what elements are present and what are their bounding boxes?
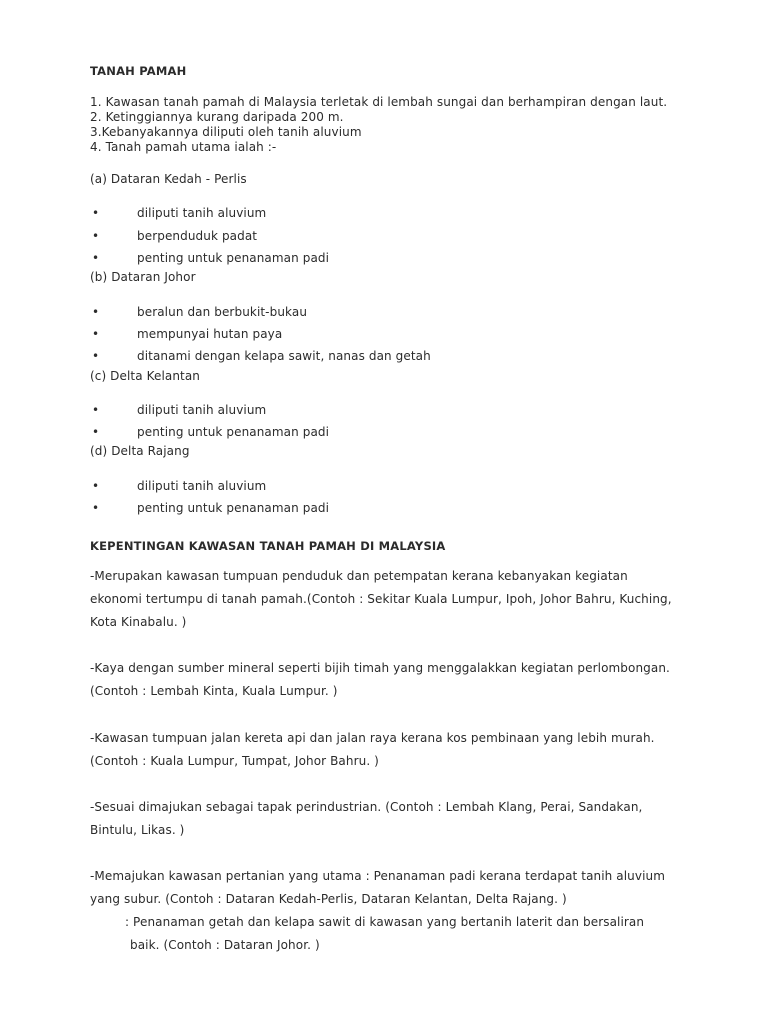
list-item: beralun dan berbukit-bukau: [137, 305, 308, 319]
bullet-icon: •: [92, 305, 100, 319]
list-item: penting untuk penanaman padi: [137, 501, 330, 515]
paragraph-line: -Memajukan kawasan pertanian yang utama : Penanaman padi kerana terdapat tanih aluvium: [90, 869, 666, 883]
paragraph-line: baik. (Contoh : Dataran Johor. ): [130, 938, 320, 952]
paragraph-line: Bintulu, Likas. ): [90, 823, 185, 837]
list-item: diliputi tanih aluvium: [137, 479, 267, 493]
list-item: diliputi tanih aluvium: [137, 403, 267, 417]
point-3: 3.Kebanyakannya diliputi oleh tanih aluvium: [90, 125, 362, 139]
paragraph-line: -Kawasan tumpuan jalan kereta api dan jalan raya kerana kos pembinaan yang lebih murah.: [90, 731, 655, 745]
paragraph-line: -Merupakan kawasan tumpuan penduduk dan petempatan kerana kebanyakan kegiatan: [90, 569, 628, 583]
bullet-icon: •: [92, 251, 100, 265]
point-2: 2. Ketinggiannya kurang daripada 200 m.: [90, 110, 344, 124]
region-heading-b: (b) Dataran Johor: [90, 270, 196, 284]
paragraph-line: -Kaya dengan sumber mineral seperti bijih timah yang menggalakkan kegiatan perlombongan.: [90, 661, 670, 675]
list-item: diliputi tanih aluvium: [137, 206, 267, 220]
paragraph-line: (Contoh : Kuala Lumpur, Tumpat, Johor Bahru. ): [90, 754, 379, 768]
paragraph-line: Kota Kinabalu. ): [90, 615, 187, 629]
paragraph-line: : Penanaman getah dan kelapa sawit di kawasan yang bertanih laterit dan bersaliran: [125, 915, 645, 929]
section-title-tanah-pamah: TANAH PAMAH: [90, 64, 187, 78]
bullet-icon: •: [92, 229, 100, 243]
list-item: penting untuk penanaman padi: [137, 251, 330, 265]
region-heading-c: (c) Delta Kelantan: [90, 369, 201, 383]
paragraph-line: ekonomi tertumpu di tanah pamah.(Contoh : Sekitar Kuala Lumpur, Ipoh, Johor Bahru, Kuching,: [90, 592, 672, 606]
list-item: ditanami dengan kelapa sawit, nanas dan getah: [137, 349, 431, 363]
region-heading-a: (a) Dataran Kedah - Perlis: [90, 172, 247, 186]
paragraph-line: yang subur. (Contoh : Dataran Kedah-Perlis, Dataran Kelantan, Delta Rajang. ): [90, 892, 567, 906]
bullet-icon: •: [92, 479, 100, 493]
bullet-icon: •: [92, 501, 100, 515]
list-item: penting untuk penanaman padi: [137, 425, 330, 439]
list-item: mempunyai hutan paya: [137, 327, 283, 341]
list-item: berpenduduk padat: [137, 229, 258, 243]
bullet-icon: •: [92, 327, 100, 341]
point-1: 1. Kawasan tanah pamah di Malaysia terletak di lembah sungai dan berhampiran dengan laut.: [90, 95, 668, 109]
paragraph-line: -Sesuai dimajukan sebagai tapak perindustrian. (Contoh : Lembah Klang, Perai, Sandakan,: [90, 800, 643, 814]
bullet-icon: •: [92, 349, 100, 363]
paragraph-line: (Contoh : Lembah Kinta, Kuala Lumpur. ): [90, 684, 338, 698]
section-title-kepentingan: KEPENTINGAN KAWASAN TANAH PAMAH DI MALAYSIA: [90, 539, 446, 553]
region-heading-d: (d) Delta Rajang: [90, 444, 190, 458]
bullet-icon: •: [92, 206, 100, 220]
bullet-icon: •: [92, 425, 100, 439]
bullet-icon: •: [92, 403, 100, 417]
point-4: 4. Tanah pamah utama ialah :-: [90, 140, 277, 154]
